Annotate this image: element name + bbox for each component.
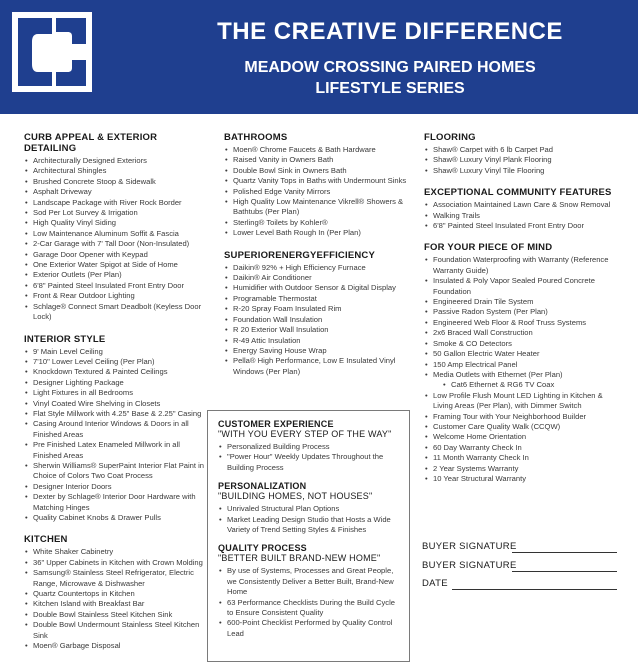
list-item: • Knockdown Textured & Painted Ceilings: [24, 367, 209, 377]
column-middle: [224, 132, 407, 388]
section-tagline: "WITH YOU EVERY STEP OF THE WAY": [218, 429, 392, 439]
list-item: • Insulated & Poly Vapor Sealed Poured Concrete Foundation: [424, 276, 614, 297]
c-logo-icon: [12, 12, 92, 92]
list-item: • Landscape Package with River Rock Border: [24, 198, 209, 208]
list-item: • 63 Performance Checklists During the Build Cycle to Ensure Consistent Quality: [218, 598, 401, 619]
list-item: • 6'8" Painted Steel Insulated Front Entry Door: [24, 281, 209, 291]
list-item: • Framing Tour with Your Neighborhood Builder: [424, 412, 614, 422]
signature-label: BUYER SIGNATURE: [422, 560, 517, 571]
section-title: PERSONALIZATION: [218, 481, 307, 492]
list-item: • Quartz Countertops in Kitchen: [24, 589, 209, 599]
feature-list: [424, 200, 614, 231]
list-item: • Garage Door Opener with Keypad: [24, 250, 209, 260]
buyer-signature-2[interactable]: [422, 560, 617, 574]
list-item: • Kitchen Island with Breakfast Bar: [24, 599, 209, 609]
list-item: • 60 Day Warranty Check In: [424, 443, 614, 453]
section-title: FOR YOUR PIECE OF MIND: [424, 242, 553, 254]
list-item: • Lower Level Bath Rough In (Per Plan): [224, 228, 407, 238]
list-item: • Flat Style Millwork with 4.25" Base & 2.25" Casing: [24, 409, 209, 419]
section-title: INTERIOR STYLE: [24, 333, 106, 345]
section-interior-style: [24, 334, 209, 524]
list-item: • Welcome Home Orientation: [424, 432, 614, 442]
section-title: QUALITY PROCESS: [218, 543, 307, 554]
list-item: • Double Bowl Sink in Owners Bath: [224, 166, 407, 176]
list-item: • Quality Cabinet Knobs & Drawer Pulls: [24, 513, 209, 523]
signature-line[interactable]: [512, 571, 617, 572]
feature-list: [24, 156, 209, 323]
list-item: • 2 Year Systems Warranty: [424, 464, 614, 474]
feature-list: [224, 263, 407, 377]
promise-box: [207, 410, 410, 662]
section-kitchen: [24, 534, 209, 651]
list-item: • Association Maintained Lawn Care & Snow Removal: [424, 200, 614, 210]
list-item: • Smoke & CO Detectors: [424, 339, 614, 349]
header-banner: [0, 0, 638, 114]
list-item: • Foundation Waterproofing with Warranty (Reference Warranty Guide): [424, 255, 614, 276]
date-label: DATE: [422, 578, 448, 589]
section-tagline: "BUILDING HOMES, NOT HOUSES": [218, 491, 373, 502]
list-item: • R 20 Exterior Wall Insulation: [224, 325, 407, 335]
section-title: FLOORING: [424, 132, 476, 143]
list-item: • Customer Care Quality Walk (CCQW): [424, 422, 614, 432]
feature-list: [24, 547, 209, 651]
feature-list: [24, 347, 209, 524]
page-title: THE CREATIVE DIFFERENCE: [217, 18, 563, 45]
list-item: • Walking Trails: [424, 211, 614, 221]
section-personalization: [218, 481, 401, 535]
list-item: • Pre Finished Latex Enameled Millwork in all Finished Areas: [24, 440, 209, 461]
list-item: • Sod Per Lot Survey & Irrigation: [24, 208, 209, 218]
feature-list: [424, 145, 614, 176]
list-item: • Foundation Wall Insulation: [224, 315, 407, 325]
series-name: LIFESTYLE SERIES: [315, 80, 465, 97]
feature-list: [424, 255, 614, 484]
feature-list: [218, 504, 401, 535]
feature-list: [218, 442, 401, 473]
list-item: • Moen® Chrome Faucets & Bath Hardware: [224, 145, 407, 155]
list-item: • Shaw® Luxury Vinyl Plank Flooring: [424, 155, 614, 165]
section-title: SUPERIORENERGYEFFICIENCY: [224, 249, 376, 261]
date-line[interactable]: [452, 589, 617, 590]
buyer-signature-1[interactable]: [422, 541, 617, 555]
list-item: • Energy Saving House Wrap: [224, 346, 407, 356]
list-item: • Designer Lighting Package: [24, 378, 209, 388]
list-item: • Vinyl Coated Wire Shelving in Closets: [24, 399, 209, 409]
list-item: • One Exterior Water Spigot at Side of Home: [24, 260, 209, 270]
signature-label: BUYER SIGNATURE: [422, 541, 517, 552]
list-item: • Double Bowl Stainless Steel Kitchen Sink: [24, 610, 209, 620]
list-item: • Designer Interior Doors: [24, 482, 209, 492]
list-item: • Low Profile Flush Mount LED Lighting in Kitchen & Living Areas (Per Plan), with Dimmer Switch: [424, 391, 614, 412]
list-item: • Brushed Concrete Stoop & Sidewalk: [24, 177, 209, 187]
list-item: • Raised Vanity in Owners Bath: [224, 155, 407, 165]
section-peace-of-mind: [424, 242, 614, 484]
list-item: • R-20 Spray Foam Insulated Rim: [224, 304, 407, 314]
list-item: • Unrivaled Structural Plan Options: [218, 504, 401, 514]
list-item: • Passive Radon System (Per Plan): [424, 307, 614, 317]
list-item: • 11 Month Warranty Check In: [424, 453, 614, 463]
list-item: • Shaw® Luxury Vinyl Tile Flooring: [424, 166, 614, 176]
list-item: • Dexter by Schlage® Interior Door Hardware with Matching Hinges: [24, 492, 209, 513]
section-community-features: [424, 187, 614, 231]
list-item: • R-49 Attic Insulation: [224, 336, 407, 346]
list-item: • Sherwin Williams® SuperPaint Interior Flat Paint in Choice of Colors Two Coat Process: [24, 461, 209, 482]
feature-list: [224, 145, 407, 239]
section-bathrooms: [224, 132, 407, 239]
list-item: • 2-Car Garage with 7' Tall Door (Non-Insulated): [24, 239, 209, 249]
list-item: • 50 Gallon Electric Water Heater: [424, 349, 614, 359]
list-item: • Light Fixtures in all Bedrooms: [24, 388, 209, 398]
column-left: [24, 132, 209, 662]
list-item: • Daikin® 92% + High Efficiency Furnace: [224, 263, 407, 273]
section-title: KITCHEN: [24, 534, 68, 546]
list-item: • Architectural Shingles: [24, 166, 209, 176]
list-item: • Quartz Vanity Tops in Baths with Undermount Sinks: [224, 176, 407, 186]
section-title: CURB APPEAL & EXTERIOR DETAILING: [24, 132, 158, 154]
list-item: • White Shaker Cabinetry: [24, 547, 209, 557]
list-item: • Schlage® Connect Smart Deadbolt (Keyless Door Lock): [24, 302, 209, 323]
list-item: • Humidifier with Outdoor Sensor & Digital Display: [224, 283, 407, 293]
list-item: • Shaw® Carpet with 6 lb Carpet Pad: [424, 145, 614, 155]
list-item: • Samsung® Stainless Steel Refrigerator, Electric Range, Microwave & Dishwasher: [24, 568, 209, 589]
list-item: • Cat6 Ethernet & RG6 TV Coax: [424, 380, 614, 390]
list-item: • 9' Main Level Ceiling: [24, 347, 209, 357]
section-flooring: [424, 132, 614, 176]
list-item: • Personalized Building Process: [218, 442, 401, 452]
company-logo: [12, 12, 92, 92]
section-title: EXCEPTIONAL COMMUNITY FEATURES: [424, 187, 612, 199]
list-item: • Polished Edge Vanity Mirrors: [224, 187, 407, 197]
list-item: • "Power Hour" Weekly Updates Throughout the Building Process: [218, 452, 401, 473]
list-item: • 2x6 Braced Wall Construction: [424, 328, 614, 338]
list-item: • 10 Year Structural Warranty: [424, 474, 614, 484]
list-item: • Pella® High Performance, Low E Insulated Vinyl Windows (Per Plan): [224, 356, 407, 377]
list-item: • Moen® Garbage Disposal: [24, 641, 209, 651]
community-name: MEADOW CROSSING PAIRED HOMES: [244, 59, 536, 76]
list-item: • By use of Systems, Processes and Great People, we Consistently Deliver a Better Built, Brand-New Home: [218, 566, 401, 597]
list-item: • 600-Point Checklist Performed by Quality Control Lead: [218, 618, 401, 639]
section-energy-efficiency: [224, 250, 407, 377]
list-item: • Media Outlets with Ethernet (Per Plan): [424, 370, 614, 380]
list-item: • Double Bowl Undermount Stainless Steel Kitchen Sink: [24, 620, 209, 641]
list-item: • Daikin® Air Conditioner: [224, 273, 407, 283]
section-customer-experience: [218, 419, 401, 473]
feature-list: [218, 566, 401, 639]
list-item: • Sterling® Toilets by Kohler®: [224, 218, 407, 228]
list-item: • Asphalt Driveway: [24, 187, 209, 197]
list-item: • 150 Amp Electrical Panel: [424, 360, 614, 370]
list-item: • High Quality Low Maintenance Vikrell® Showers & Bathtubs (Per Plan): [224, 197, 407, 218]
list-item: • 7'10" Lower Level Ceiling (Per Plan): [24, 357, 209, 367]
list-item: • Programable Thermostat: [224, 294, 407, 304]
list-item: • 36" Upper Cabinets in Kitchen with Crown Molding: [24, 558, 209, 568]
section-quality-process: [218, 543, 401, 639]
list-item: • 6'8" Painted Steel Insulated Front Entry Door: [424, 221, 614, 231]
list-item: • Architecturally Designed Exteriors: [24, 156, 209, 166]
section-curb-appeal: [24, 132, 209, 323]
column-right: [424, 132, 614, 495]
section-tagline: "BETTER BUILT BRAND-NEW HOME": [218, 553, 381, 564]
section-title: CUSTOMER EXPERIENCE: [218, 419, 334, 429]
list-item: • Engineered Web Floor & Roof Truss Systems: [424, 318, 614, 328]
date-field[interactable]: [422, 578, 617, 592]
list-item: • Casing Around Interior Windows & Doors in all Finished Areas: [24, 419, 209, 440]
list-item: • Market Leading Design Studio that Hosts a Wide Variety of Trend Setting Styles & Finishes: [218, 515, 401, 536]
list-item: • Low Maintenance Aluminum Soffit & Fascia: [24, 229, 209, 239]
list-item: • Front & Rear Outdoor Lighting: [24, 291, 209, 301]
signature-line[interactable]: [512, 552, 617, 553]
list-item: • Engineered Drain Tile System: [424, 297, 614, 307]
section-title: BATHROOMS: [224, 132, 288, 143]
list-item: • Exterior Outlets (Per Plan): [24, 270, 209, 280]
list-item: • High Quality Vinyl Siding: [24, 218, 209, 228]
